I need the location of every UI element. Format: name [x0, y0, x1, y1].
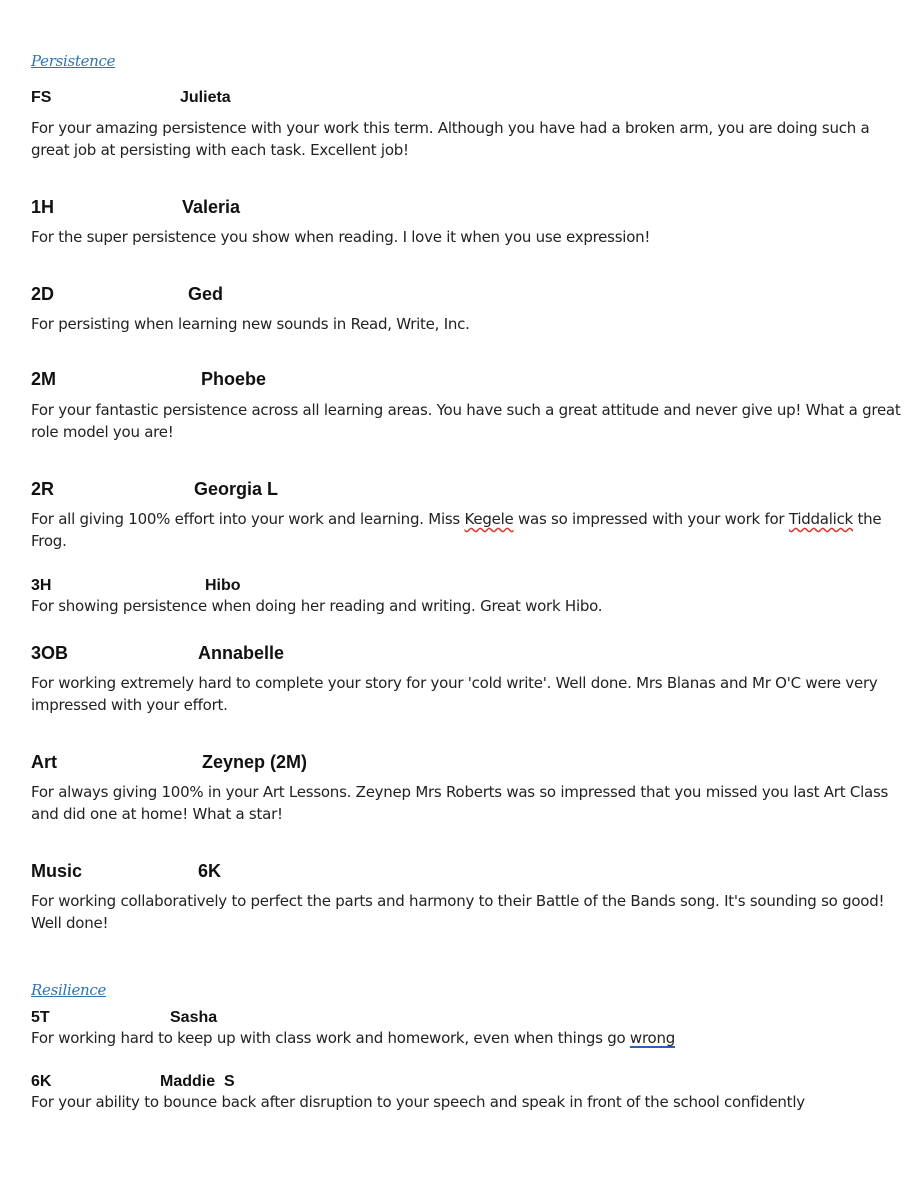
- award-class: 5T: [31, 1009, 50, 1026]
- award-description: For your amazing persistence with your work this term. Although you have had a broken arm, you are doing such a great job at persisting with each task. Excellent job!: [31, 119, 870, 159]
- award-name: Sasha: [170, 1009, 218, 1026]
- award-name: Julieta: [180, 89, 231, 106]
- award-description: For the super persistence you show when reading. I love it when you use expression!: [31, 228, 651, 246]
- award-name: Hibo: [205, 577, 241, 594]
- award-description: For working extremely hard to complete your story for your 'cold write'. Well done. Mrs Blanas and Mr O'C were very impressed with your effort.: [31, 674, 878, 714]
- award-name: Ged: [188, 284, 224, 304]
- award-name: Maddie S: [160, 1073, 235, 1090]
- award-description: [31, 1027, 901, 1049]
- award-description: For working collaboratively to perfect the parts and harmony to their Battle of the Bands song. It's sounding so good! Well done!: [31, 892, 885, 932]
- section-heading-resilience: Resilience: [31, 981, 107, 999]
- award-description: For your fantastic persistence across all learning areas. You have such a great attitude and never give up! What a great role model you are!: [31, 401, 901, 441]
- award-description: For persisting when learning new sounds in Read, Write, Inc.: [31, 315, 470, 333]
- award-class: 6K: [31, 1073, 52, 1090]
- award-description-text: For working hard to keep up with class work and homework, even when things go: [31, 1029, 630, 1047]
- section-heading-persistence: Persistence: [31, 52, 116, 70]
- spellcheck-word: Tiddalick: [788, 510, 853, 528]
- award-class: 3H: [31, 577, 52, 594]
- award-class: 2M: [31, 369, 57, 389]
- award-class: 2R: [31, 479, 55, 499]
- award-class: 3OB: [31, 643, 69, 663]
- award-class: 1H: [31, 197, 55, 217]
- award-description-text: the Frog.: [31, 510, 882, 550]
- award-description: For always giving 100% in your Art Lessons. Zeynep Mrs Roberts was so impressed that you missed you last Art Class and did one at home! What a star!: [31, 783, 889, 823]
- award-name: 6K: [198, 861, 222, 881]
- award-description: For your ability to bounce back after disruption to your speech and speak in front of the school confidently: [31, 1093, 805, 1111]
- award-description: For showing persistence when doing her reading and writing. Great work Hibo.: [31, 597, 603, 615]
- spellcheck-word: Kegele: [464, 510, 514, 528]
- award-description-text: For all giving 100% effort into your work and learning. Miss: [31, 510, 465, 528]
- award-name: Annabelle: [198, 643, 285, 663]
- award-description: [31, 508, 901, 552]
- grammar-check-word: wrong: [629, 1029, 675, 1047]
- award-name: Phoebe: [201, 369, 267, 389]
- award-name: Georgia L: [194, 479, 279, 499]
- award-class: FS: [31, 89, 52, 106]
- award-name: Zeynep (2M): [202, 752, 308, 772]
- award-class: Art: [31, 752, 57, 772]
- award-name: Valeria: [182, 197, 241, 217]
- award-class: Music: [31, 861, 83, 881]
- award-description-text: was so impressed with your work for: [513, 510, 789, 528]
- award-class: 2D: [31, 284, 55, 304]
